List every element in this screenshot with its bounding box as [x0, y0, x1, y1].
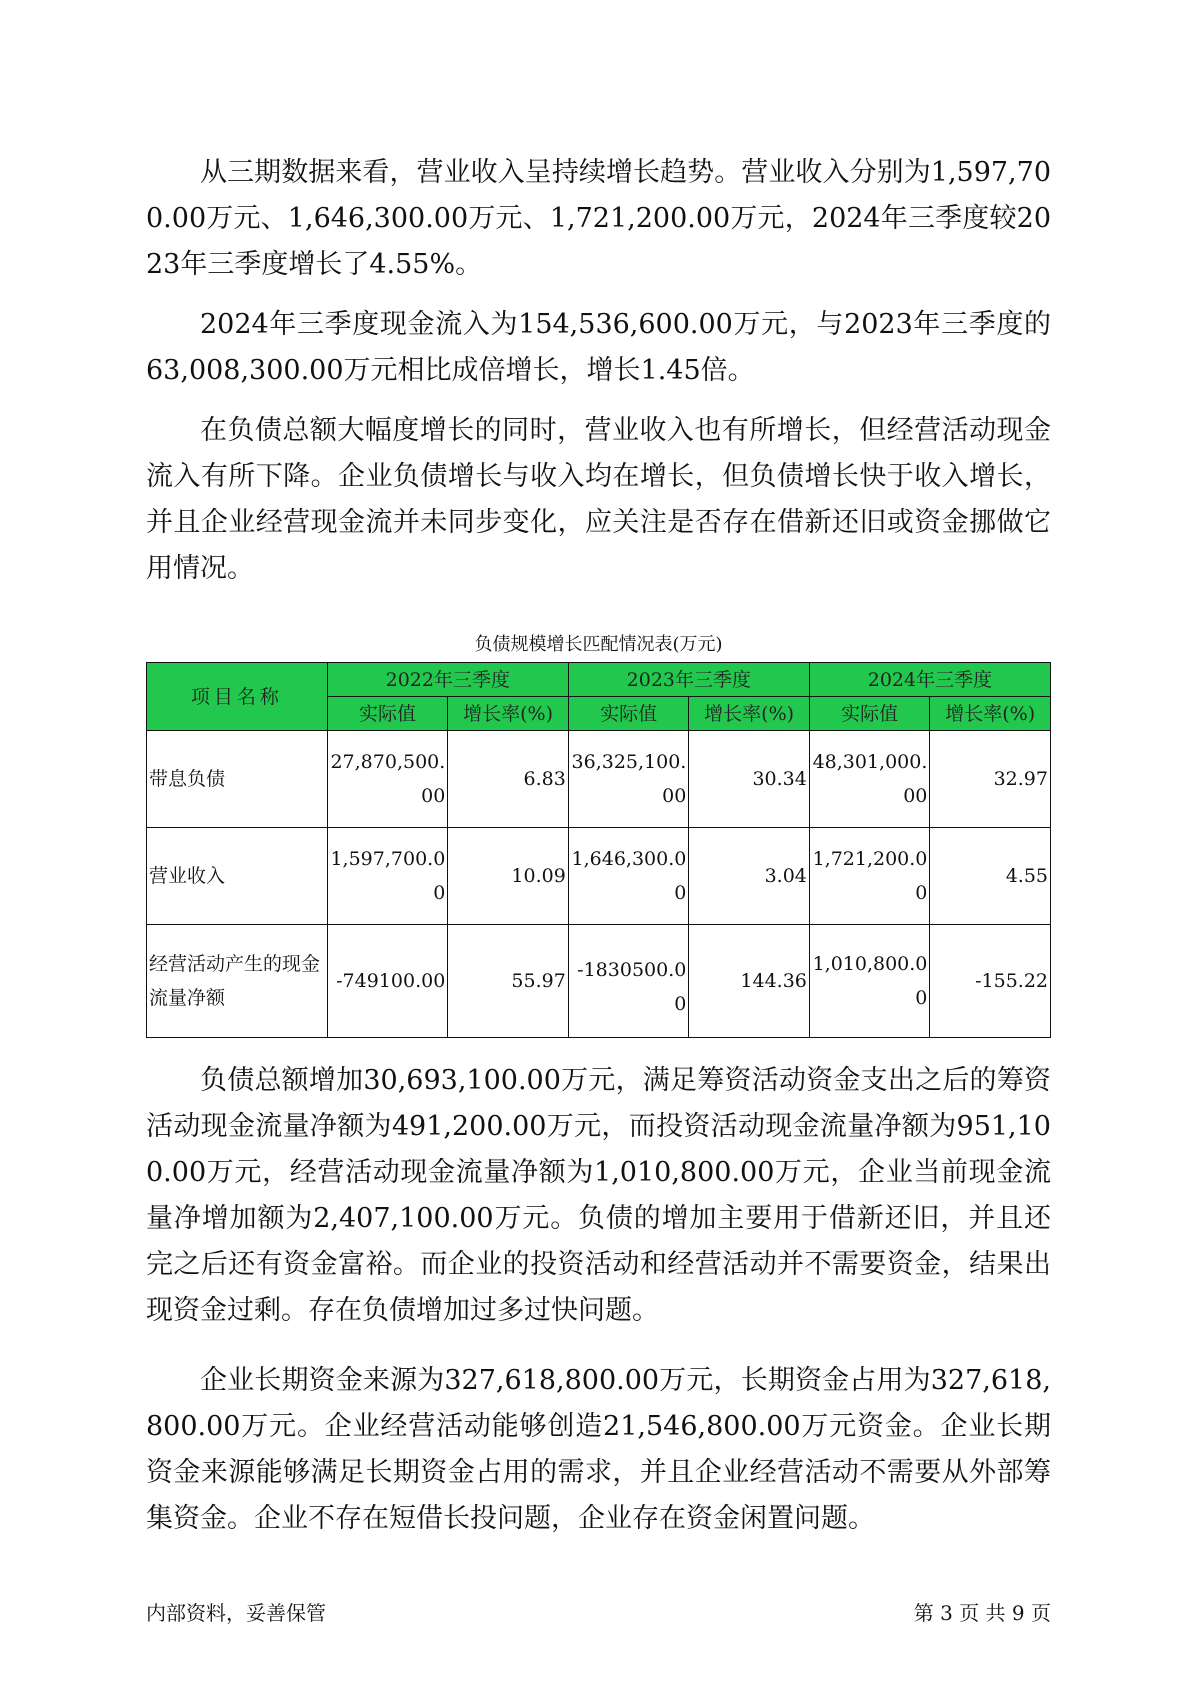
cell-growth-rate: 55.97 — [448, 925, 569, 1038]
table-row — [147, 731, 1051, 828]
table-row — [147, 925, 1051, 1038]
paragraph-debt-increase: 负债总额增加30,693,100.00万元，满足筹资活动资金支出之后的筹资活动现金流量净额为491,200.00万元，而投资活动现金流量净额为951,100.00万元，经营活动现金流量净额为1,010,800.00万元，企业当前现金流量净增加额为2,407,100.00万元。负债的增加主要用于借新还旧，并且还完之后还有资金富裕。而企业的投资活动和经营活动并不需要资金，结果出现资金过剩。存在负债增加过多过快问题。 — [146, 1065, 1051, 1326]
cell-actual-value: 1,010,800.00 — [809, 925, 930, 1038]
cell-actual-value: 48,301,000.00 — [809, 731, 930, 828]
debt-growth-table — [146, 662, 1051, 1038]
table-caption: 负债规模增长匹配情况表(万元) — [474, 634, 723, 655]
cell-growth-rate: 6.83 — [448, 731, 569, 828]
table-row — [147, 828, 1051, 925]
header-item-name: 项目名称 — [147, 663, 328, 731]
row-label: 带息负债 — [147, 731, 328, 828]
header-period-2023: 2023年三季度 — [568, 663, 809, 697]
cell-growth-rate: -155.22 — [930, 925, 1051, 1038]
header-period-2024: 2024年三季度 — [809, 663, 1050, 697]
footer-page-number: 第 3 页 共 9 页 — [913, 1601, 1051, 1625]
header-period-2022: 2022年三季度 — [327, 663, 568, 697]
cell-growth-rate: 32.97 — [930, 731, 1051, 828]
cell-actual-value: 36,325,100.00 — [568, 731, 689, 828]
paragraph-debt-vs-revenue: 在负债总额大幅度增长的同时，营业收入也有所增长，但经营活动现金流入有所下降。企业负债增长与收入均在增长，但负债增长快于收入增长，并且企业经营现金流并未同步变化，应关注是否存在借新还旧或资金挪做它用情况。 — [146, 415, 1051, 584]
paragraph-revenue-trend: 从三期数据来看，营业收入呈持续增长趋势。营业收入分别为1,597,700.00万元、1,646,300.00万元、1,721,200.00万元，2024年三季度较2023年三季度增长了4.55%。 — [146, 157, 1051, 280]
header-actual-value: 实际值 — [809, 697, 930, 731]
cell-actual-value: 27,870,500.00 — [327, 731, 448, 828]
header-growth-rate: 增长率(%) — [448, 697, 569, 731]
header-growth-rate: 增长率(%) — [930, 697, 1051, 731]
cell-actual-value: -1830500.00 — [568, 925, 689, 1038]
header-growth-rate: 增长率(%) — [689, 697, 810, 731]
footer-confidential-note: 内部资料，妥善保管 — [146, 1601, 326, 1625]
cell-growth-rate: 30.34 — [689, 731, 810, 828]
cell-growth-rate: 144.36 — [689, 925, 810, 1038]
cell-growth-rate: 3.04 — [689, 828, 810, 925]
cell-growth-rate: 4.55 — [930, 828, 1051, 925]
paragraph-cash-inflow: 2024年三季度现金流入为154,536,600.00万元，与2023年三季度的63,008,300.00万元相比成倍增长，增长1.45倍。 — [146, 309, 1051, 386]
cell-growth-rate: 10.09 — [448, 828, 569, 925]
header-actual-value: 实际值 — [568, 697, 689, 731]
cell-actual-value: 1,646,300.00 — [568, 828, 689, 925]
paragraph-long-term-funds: 企业长期资金来源为327,618,800.00万元，长期资金占用为327,618,800.00万元。企业经营活动能够创造21,546,800.00万元资金。企业长期资金来源能够满足长期资金占用的需求，并且企业经营活动不需要从外部筹集资金。企业不存在短借长投问题，企业存在资金闲置问题。 — [146, 1365, 1051, 1534]
row-label: 经营活动产生的现金流量净额 — [147, 925, 328, 1038]
cell-actual-value: -749100.00 — [327, 925, 448, 1038]
row-label: 营业收入 — [147, 828, 328, 925]
header-actual-value: 实际值 — [327, 697, 448, 731]
cell-actual-value: 1,721,200.00 — [809, 828, 930, 925]
cell-actual-value: 1,597,700.00 — [327, 828, 448, 925]
